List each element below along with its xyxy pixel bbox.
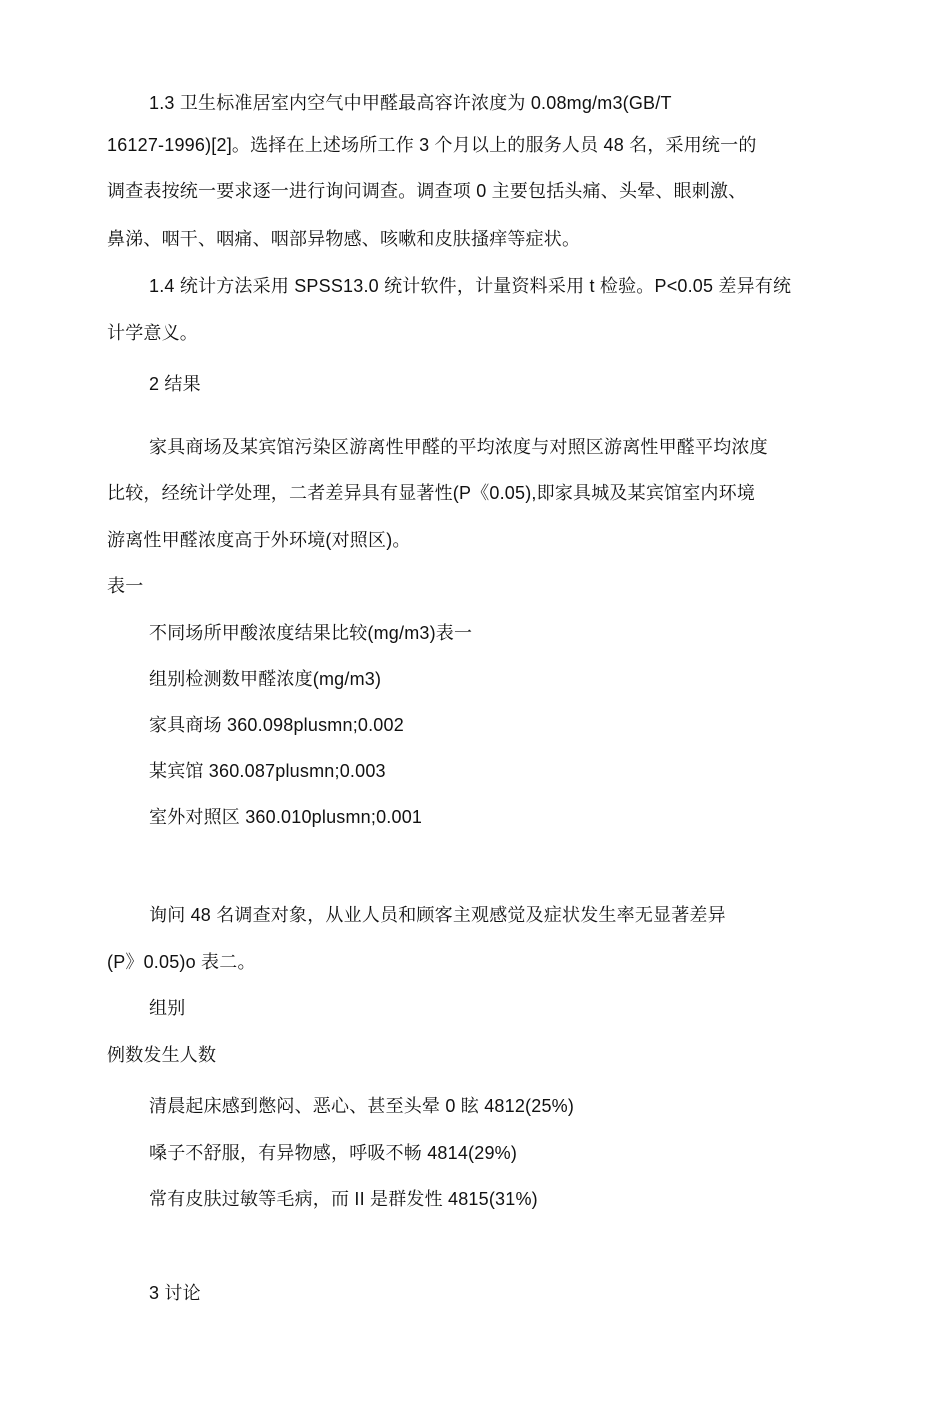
results-paragraph-line-2: 比较，经统计学处理，二者差异具有显著性(P《0.05),即家具城及某宾馆室内环境 <box>107 483 756 503</box>
table-2-group-header: 组别 <box>149 998 186 1018</box>
survey-paragraph-line-1: 询问 48 名调查对象，从业人员和顾客主观感觉及症状发生率无显著差异 <box>149 905 726 925</box>
table-1-header-row: 组别检测数甲醛浓度(mg/m3) <box>149 669 382 689</box>
paragraph-1-4-line-1: 1.4 统计方法采用 SPSS13.0 统计软件，计量资料采用 t 检验。P<0.05 差异有统 <box>149 276 792 296</box>
table-2-row-skin: 常有皮肤过敏等毛病，而 II 是群发性 4815(31%) <box>149 1189 538 1209</box>
section-heading-discussion: 3 讨论 <box>149 1283 201 1303</box>
section-heading-results: 2 结果 <box>149 374 201 394</box>
table-1-label: 表一 <box>107 576 144 596</box>
paragraph-1-3-line-3: 调查表按统一要求逐一进行询问调查。调查项 0 主要包括头痛、头晕、眼刺激、 <box>107 181 747 201</box>
results-paragraph-line-3: 游离性甲醛浓度高于外环境(对照区)。 <box>107 530 411 550</box>
table-1-row-hotel: 某宾馆 360.087plusmn;0.003 <box>149 761 386 781</box>
table-1-row-outdoor-control: 室外对照区 360.010plusmn;0.001 <box>149 807 423 827</box>
table-2-row-morning: 清晨起床感到憋闷、恶心、甚至头晕 0 眩 4812(25%) <box>149 1096 575 1116</box>
table-2-count-header: 例数发生人数 <box>107 1045 217 1065</box>
paragraph-1-3-line-4: 鼻涕、咽干、咽痛、咽部异物感、咳嗽和皮肤搔痒等症状。 <box>107 229 581 249</box>
table-1-row-furniture-mall: 家具商场 360.098plusmn;0.002 <box>149 715 404 735</box>
paragraph-1-4-line-2: 计学意义。 <box>107 323 198 343</box>
results-paragraph-line-1: 家具商场及某宾馆污染区游离性甲醛的平均浓度与对照区游离性甲醛平均浓度 <box>149 437 768 457</box>
paragraph-1-3-line-1: 1.3 卫生标准居室内空气中甲醛最高容许浓度为 0.08mg/m3(GB/T <box>149 93 672 113</box>
paragraph-1-3-line-2: 16127-1996)[2]。选择在上述场所工作 3 个月以上的服务人员 48 名，采用统一的 <box>107 135 757 155</box>
survey-paragraph-line-2: (P》0.05)o 表二。 <box>107 952 256 972</box>
table-2-row-throat: 嗓子不舒服，有异物感，呼吸不畅 4814(29%) <box>149 1143 518 1163</box>
table-1-caption: 不同场所甲酸浓度结果比较(mg/m3)表一 <box>149 623 473 643</box>
